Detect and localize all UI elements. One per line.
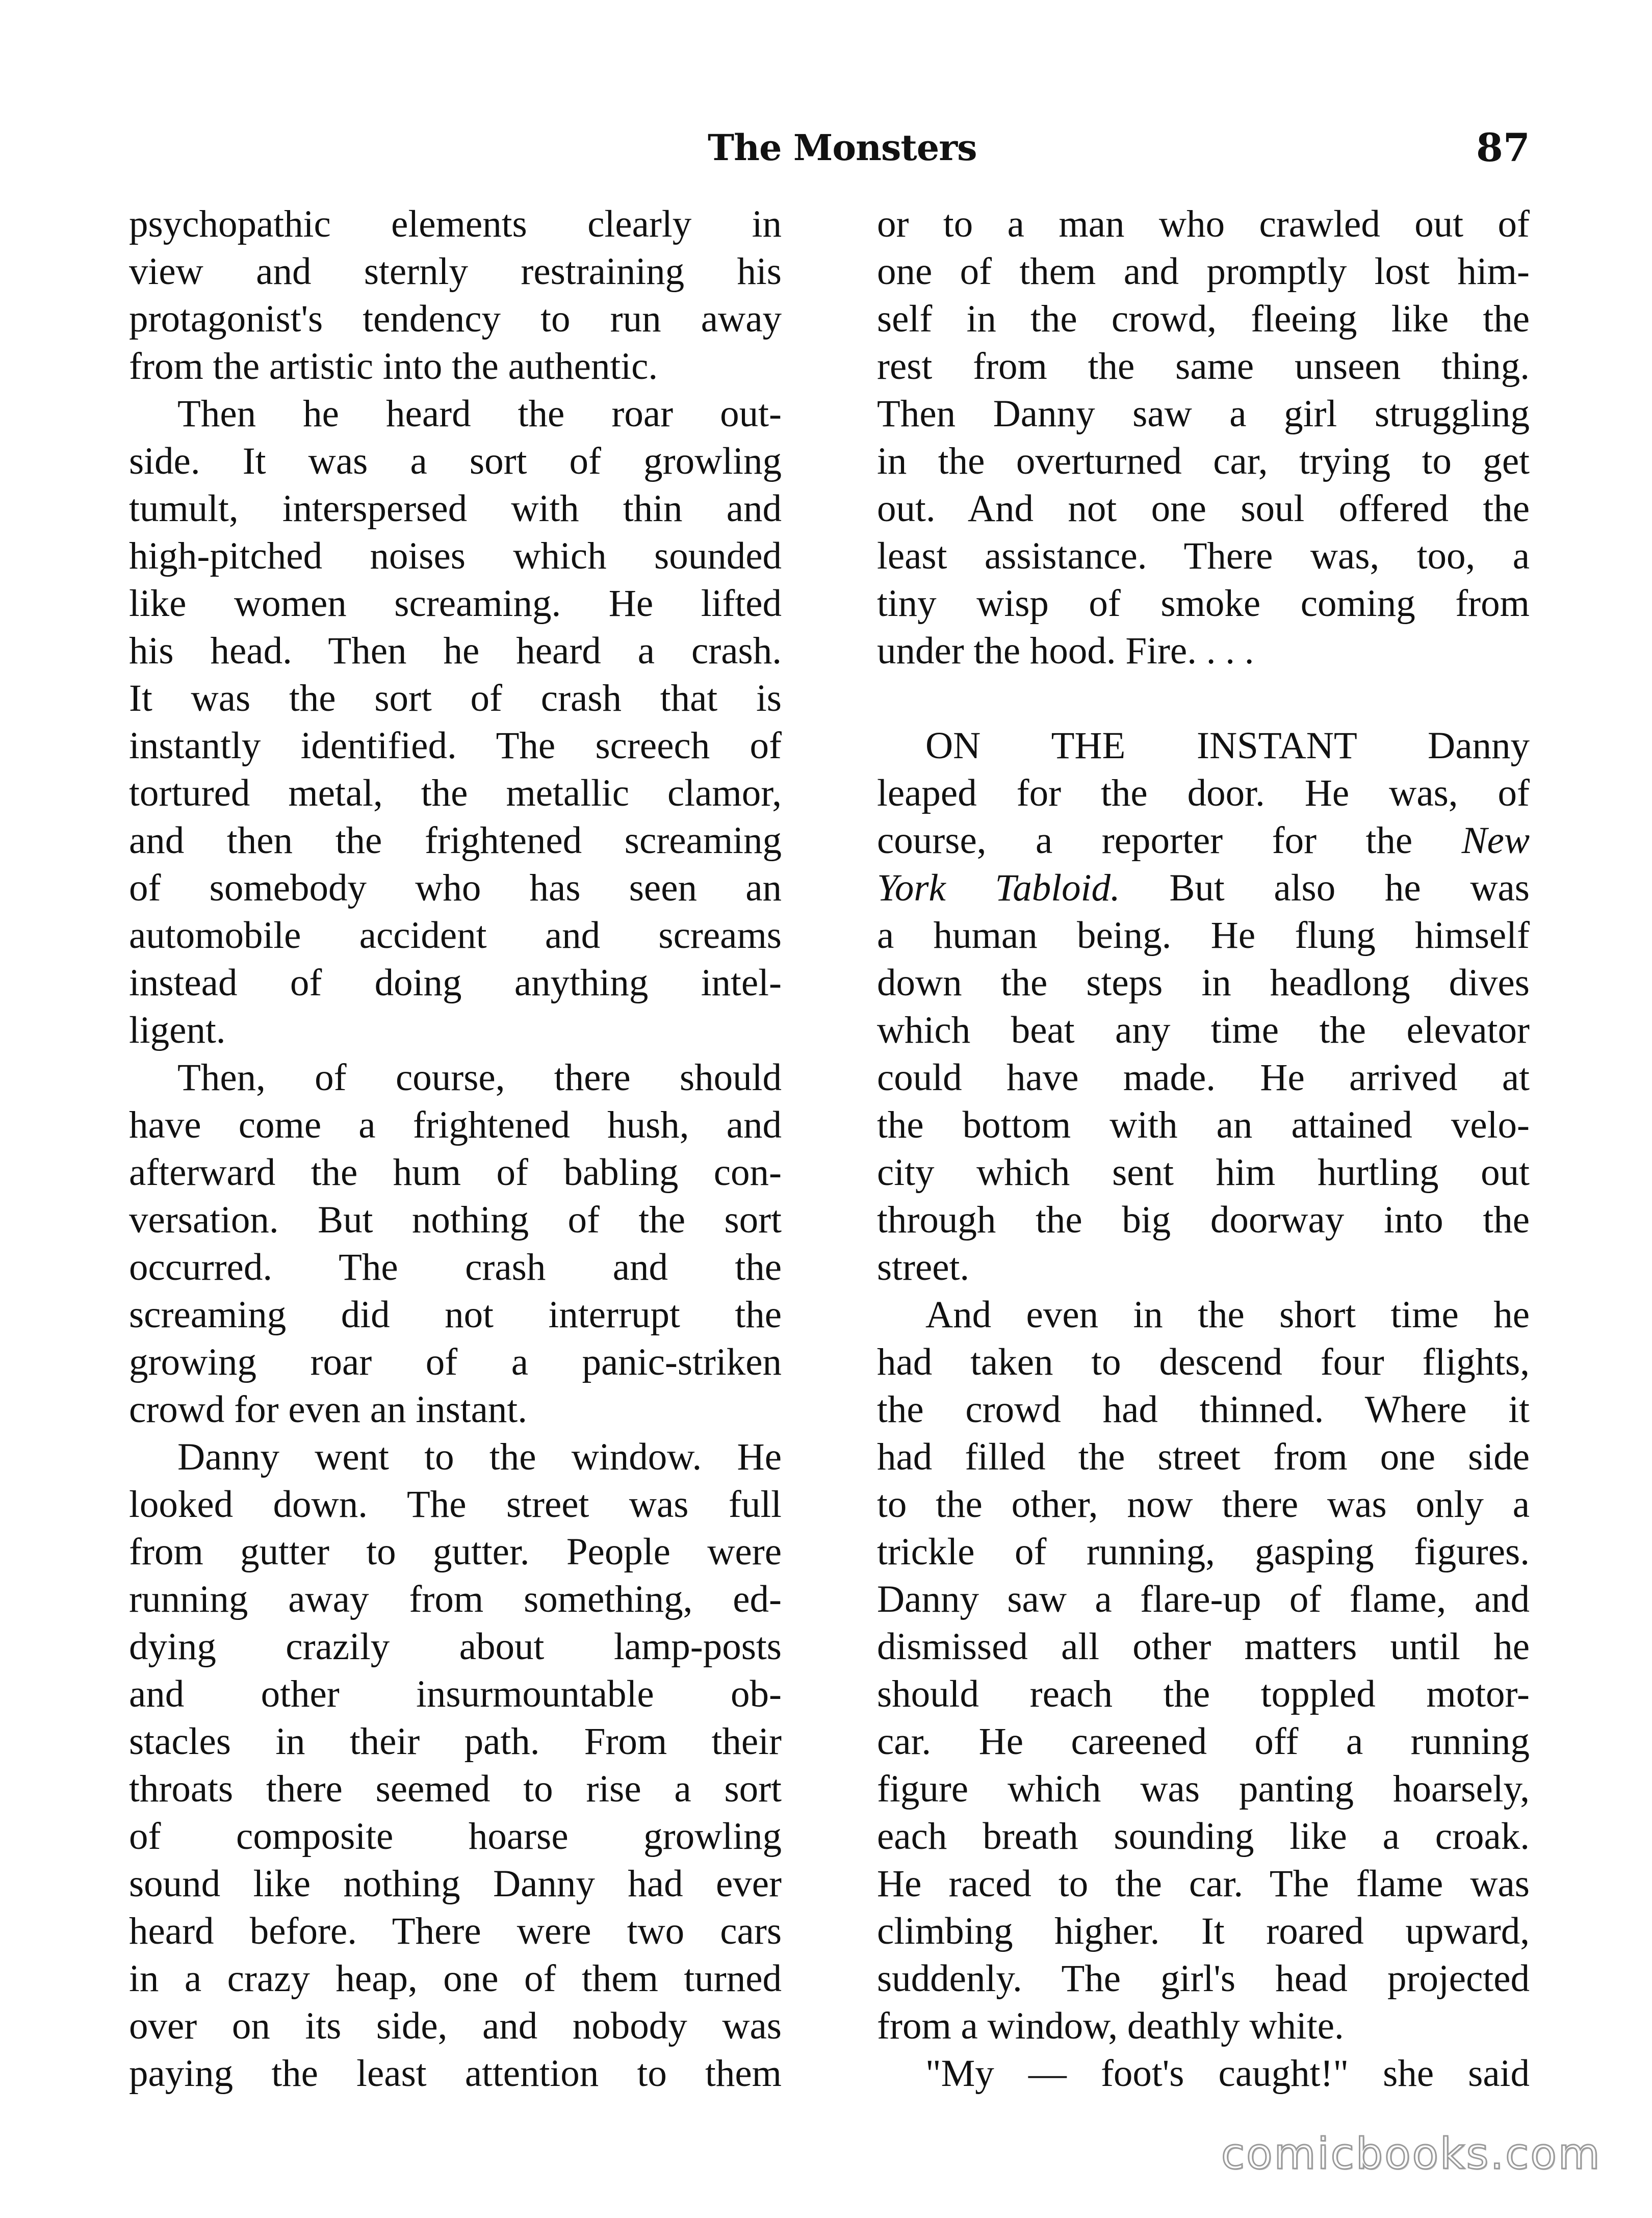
text-line: occurred. The crash and the (129, 1246, 782, 1288)
left-text-column (129, 200, 782, 2097)
text-line: ligent. (129, 1009, 226, 1051)
text-line: and other insurmountable ob- (129, 1673, 782, 1715)
text-line: And even in the short time he (925, 1294, 1530, 1336)
text-line: screaming did not interrupt the (129, 1294, 782, 1336)
text-line: looked down. The street was full (129, 1483, 782, 1526)
text-line: like women screaming. He lifted (129, 582, 782, 625)
text-line: "My — foot's caught!" she said (925, 2052, 1530, 2095)
text-line: from the artistic into the authentic. (129, 345, 658, 388)
text-line: car. He careened off a running (877, 1720, 1530, 1763)
text-line: dying crazily about lamp-posts (129, 1626, 782, 1668)
text-line: stacles in their path. From their (129, 1720, 782, 1763)
text-line: to the other, now there was only a (877, 1483, 1530, 1526)
text-line: had filled the street from one side (877, 1436, 1530, 1478)
text-line: down the steps in headlong dives (877, 962, 1530, 1004)
text-line: through the big doorway into the (877, 1199, 1530, 1241)
text-line: afterward the hum of babling con- (129, 1151, 782, 1194)
text-line: high-pitched noises which sounded (129, 535, 782, 577)
text-line: course, a reporter for the New (877, 819, 1530, 862)
text-line: from a window, deathly white. (877, 2005, 1344, 2047)
text-line: could have made. He arrived at (877, 1056, 1530, 1099)
text-line: automobile accident and screams (129, 914, 782, 957)
text-line: growing roar of a panic-striken (129, 1341, 782, 1383)
text-line: and then the frightened screaming (129, 819, 782, 862)
text-line: least assistance. There was, too, a (877, 535, 1530, 577)
paragraph-gap (877, 675, 1530, 722)
text-line: of somebody who has seen an (129, 867, 782, 909)
text-line: had taken to descend four flights, (877, 1341, 1530, 1383)
text-line: throats there seemed to rise a sort (129, 1768, 782, 1810)
text-line: figure which was panting hoarsely, (877, 1768, 1530, 1810)
text-line: Then he heard the roar out- (177, 393, 782, 435)
text-line: his head. Then he heard a crash. (129, 630, 782, 672)
watermark: comicbooks.com (1221, 2129, 1602, 2179)
page-header (0, 117, 1652, 178)
text-line: paying the least attention to them (129, 2052, 782, 2095)
text-line: one of them and promptly lost him- (877, 250, 1530, 293)
text-line: rest from the same unseen thing. (877, 345, 1530, 388)
text-line: view and sternly restraining his (129, 250, 782, 293)
text-line: climbing higher. It roared upward, (877, 1910, 1530, 1952)
text-line: a human being. He flung himself (877, 914, 1530, 957)
text-line: the bottom with an attained velo- (877, 1104, 1530, 1146)
running-head: The Monsters (708, 126, 977, 169)
text-line: heard before. There were two cars (129, 1910, 782, 1952)
text-line: Then Danny saw a girl struggling (877, 393, 1530, 435)
text-line: It was the sort of crash that is (129, 677, 782, 719)
text-line: should reach the toppled motor- (877, 1673, 1530, 1715)
text-line: self in the crowd, fleeing like the (877, 298, 1530, 340)
text-line: tumult, interspersed with thin and (129, 487, 782, 530)
text-line: versation. But nothing of the sort (129, 1199, 782, 1241)
text-line: Then, of course, there should (177, 1056, 782, 1099)
text-line: in a crazy heap, one of them turned (129, 1957, 782, 2000)
text-line: city which sent him hurtling out (877, 1151, 1530, 1194)
text-line: leaped for the door. He was, of (877, 772, 1530, 814)
text-line: each breath sounding like a croak. (877, 1815, 1530, 1858)
text-line: tortured metal, the metallic clamor, (129, 772, 782, 814)
text-line: instead of doing anything intel- (129, 962, 782, 1004)
text-line: street. (877, 1246, 970, 1288)
text-line: out. And not one soul offered the (877, 487, 1530, 530)
text-line: dismissed all other matters until he (877, 1626, 1530, 1668)
text-line: side. It was a sort of growling (129, 440, 782, 482)
text-line: ON THE INSTANT Danny (925, 725, 1530, 767)
text-line: Danny went to the window. He (177, 1436, 782, 1478)
text-line: crowd for even an instant. (129, 1388, 527, 1431)
text-line: under the hood. Fire. . . . (877, 630, 1254, 672)
text-line: sound like nothing Danny had ever (129, 1863, 782, 1905)
text-line: protagonist's tendency to run away (129, 298, 782, 340)
page-number: 87 (1476, 125, 1530, 170)
text-line: from gutter to gutter. People were (129, 1531, 782, 1573)
text-line: suddenly. The girl's head projected (877, 1957, 1530, 2000)
text-line: instantly identified. The screech of (129, 725, 782, 767)
text-line: Danny saw a flare-up of flame, and (877, 1578, 1530, 1620)
text-line: psychopathic elements clearly in (129, 203, 782, 245)
text-line: tiny wisp of smoke coming from (877, 582, 1530, 625)
text-line: trickle of running, gasping figures. (877, 1531, 1530, 1573)
text-line: He raced to the car. The flame was (877, 1863, 1530, 1905)
text-line: over on its side, and nobody was (129, 2005, 782, 2047)
text-line: the crowd had thinned. Where it (877, 1388, 1530, 1431)
text-line: running away from something, ed- (129, 1578, 782, 1620)
text-line: of composite hoarse growling (129, 1815, 782, 1858)
text-line: which beat any time the elevator (877, 1009, 1530, 1051)
text-line: York Tabloid. But also he was (877, 867, 1530, 909)
text-line: in the overturned car, trying to get (877, 440, 1530, 482)
right-text-column (877, 200, 1530, 2097)
text-line: have come a frightened hush, and (129, 1104, 782, 1146)
text-line: or to a man who crawled out of (877, 203, 1530, 245)
